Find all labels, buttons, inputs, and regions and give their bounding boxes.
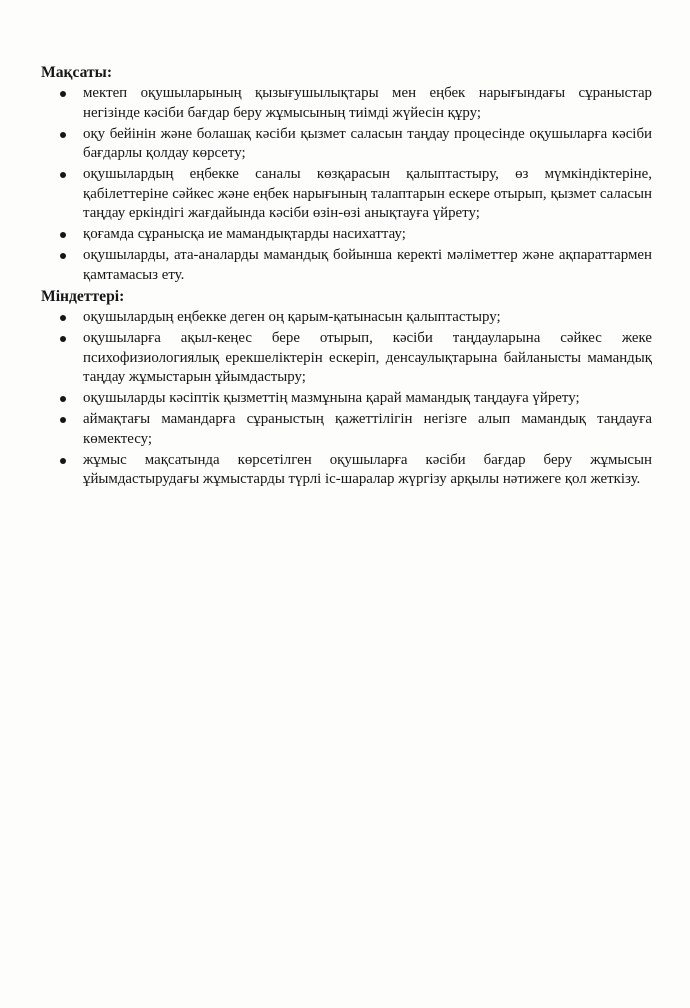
goal-item	[83, 125, 652, 164]
goals-list	[41, 84, 652, 285]
bullet-icon	[60, 91, 66, 97]
task-item	[83, 451, 652, 490]
task-item	[83, 329, 652, 388]
goals-heading: Мақсаты:	[41, 64, 113, 81]
bullet-icon	[60, 396, 66, 402]
bullet-icon	[60, 336, 66, 342]
goal-item	[83, 165, 652, 224]
bullet-icon	[60, 253, 66, 259]
bullet-icon	[60, 172, 66, 178]
goal-item-text: оқушыларды, ата-аналарды мамандық бойынша керекті мәліметтер және ақпараттармен қамтамасыз ету.	[83, 247, 652, 283]
task-item	[83, 308, 652, 328]
task-item-text: оқушылардың еңбекке деген оң қарым-қатынасын қалыптастыру;	[83, 309, 501, 325]
goal-item	[83, 225, 652, 245]
bullet-icon	[60, 132, 66, 138]
bullet-icon	[60, 315, 66, 321]
goal-item-text: мектеп оқушыларының қызығушылықтары мен еңбек нарығындағы сұраныстар негізінде кәсіби бағдар беру жұмысының тиімді жүйесін құру;	[83, 85, 652, 121]
goal-item-text: қоғамда сұранысқа ие мамандықтарды насихаттау;	[83, 226, 406, 242]
task-item-text: аймақтағы мамандарға сұраныстың қажеттілігін негізге алып мамандық таңдауға көмектесу;	[83, 411, 652, 447]
goal-item-text: оқушылардың еңбекке саналы көзқарасын қалыптастыру, өз мүмкіндіктеріне, қабілеттеріне сәйкес және еңбек нарығының талаптарын ескере отырып, қызмет саласын таңдау еркіндігі жағдайында кәсіби өзін-өзі анықтауға үйрету;	[83, 166, 652, 221]
task-item	[83, 389, 652, 409]
goal-item	[83, 246, 652, 285]
bullet-icon	[60, 232, 66, 238]
task-item-text: оқушыларды кәсіптік қызметтің мазмұнына қарай мамандық таңдауға үйрету;	[83, 390, 580, 406]
tasks-heading: Міндеттері:	[41, 288, 125, 305]
task-item-text: жұмыс мақсатында көрсетілген оқушыларға кәсіби бағдар беру жұмысын ұйымдастырудағы жұмыстарды түрлі іс-шаралар жүргізу арқылы нәтижеге қол жеткізу.	[83, 451, 652, 487]
bullet-icon	[60, 458, 66, 464]
bullet-icon	[60, 417, 66, 423]
goal-item-text: оқу бейінін және болашақ кәсіби қызмет саласын таңдау процесінде оқушыларға кәсіби бағдарлы қолдау көрсету;	[83, 125, 652, 161]
tasks-list	[41, 308, 652, 490]
task-item	[83, 410, 652, 449]
goal-item	[83, 84, 652, 123]
task-item-text: оқушыларға ақыл-кеңес бере отырып, кәсіби таңдауларына сәйкес жеке психофизиологиялық ерекшеліктерін ескеріп, денсаулықтарына байланысты мамандық таңдау жұмыстарын ұйымдастыру;	[83, 330, 652, 385]
